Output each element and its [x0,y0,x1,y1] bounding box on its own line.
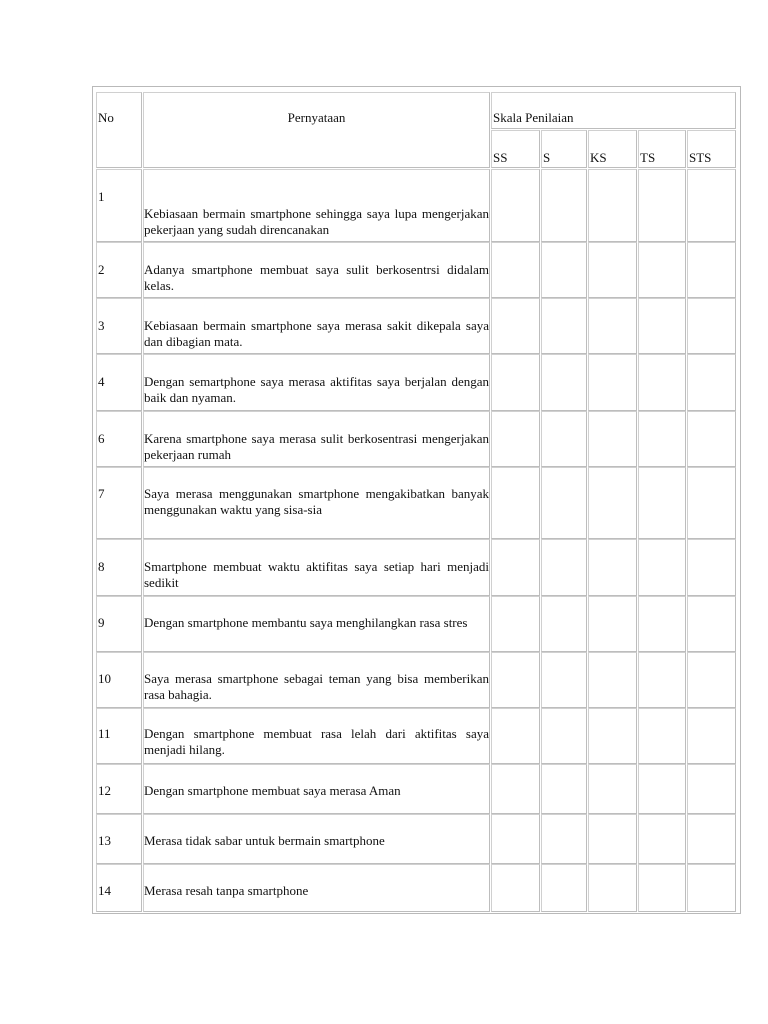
scale-label-ss: SS [493,150,508,165]
row-12-statement-cell [143,764,490,814]
row-1-scale-ks-cell [588,169,637,242]
row-6-no-cell [96,411,142,467]
row-9-statement-cell [143,596,490,652]
row-2-statement-cell [143,242,490,298]
header-scale-sts [687,130,736,168]
row-7-no-cell [96,467,142,539]
row-13-statement-cell [143,814,490,864]
row-7-scale-sts-cell [687,467,736,539]
row-6-scale-ts-cell [638,411,686,467]
row-4-no-cell [96,354,142,411]
row-number: 14 [98,883,111,898]
row-4-scale-s-cell [541,354,587,411]
row-number: 1 [98,189,105,204]
row-4-scale-ks-cell [588,354,637,411]
header-no: No [98,110,114,125]
row-9-scale-ss-cell [491,596,540,652]
row-1-scale-sts-cell [687,169,736,242]
row-4-statement-cell [143,354,490,411]
row-1-statement-cell [143,169,490,242]
header-scale-s [541,130,587,168]
row-11-no-cell [96,708,142,764]
row-4-scale-sts-cell [687,354,736,411]
row-statement: Dengan smartphone membuat saya merasa Aman [144,783,401,798]
row-14-scale-s-cell [541,864,587,912]
row-12-scale-ks-cell [588,764,637,814]
row-9-scale-s-cell [541,596,587,652]
row-3-scale-ks-cell [588,298,637,354]
header-scale-cell [491,92,736,129]
row-number: 10 [98,671,111,686]
row-9-scale-ks-cell [588,596,637,652]
row-9-scale-sts-cell [687,596,736,652]
row-7-scale-s-cell [541,467,587,539]
row-number: 7 [98,486,105,501]
questionnaire-table [92,86,741,914]
row-12-scale-s-cell [541,764,587,814]
row-6-statement-cell [143,411,490,467]
row-10-scale-ks-cell [588,652,637,708]
row-14-scale-sts-cell [687,864,736,912]
row-2-no-cell [96,242,142,298]
row-number: 2 [98,262,105,277]
row-1-scale-s-cell [541,169,587,242]
row-3-scale-ts-cell [638,298,686,354]
row-2-scale-ss-cell [491,242,540,298]
row-13-scale-ks-cell [588,814,637,864]
row-13-scale-ss-cell [491,814,540,864]
row-11-scale-s-cell [541,708,587,764]
header-no-cell [96,92,142,168]
row-3-scale-sts-cell [687,298,736,354]
row-8-statement-cell [143,539,490,596]
row-12-scale-ts-cell [638,764,686,814]
row-statement: Merasa resah tanpa smartphone [144,883,309,898]
row-2-scale-ts-cell [638,242,686,298]
row-7-scale-ss-cell [491,467,540,539]
row-statement: Karena smartphone saya merasa sulit berkosentrasi mengerjakan pekerjaan rumah [144,431,489,462]
row-statement: Saya merasa smartphone sebagai teman yang bisa memberikan rasa bahagia. [144,671,489,702]
row-7-scale-ks-cell [588,467,637,539]
row-14-statement-cell [143,864,490,912]
row-8-scale-ks-cell [588,539,637,596]
row-statement: Dengan semartphone saya merasa aktifitas saya berjalan dengan baik dan nyaman. [144,374,489,405]
row-statement: Adanya smartphone membuat saya sulit berkosentrsi didalam kelas. [144,262,489,293]
row-7-scale-ts-cell [638,467,686,539]
row-number: 4 [98,374,105,389]
row-8-scale-ts-cell [638,539,686,596]
row-statement: Merasa tidak sabar untuk bermain smartphone [144,833,385,848]
row-statement: Dengan smartphone membantu saya menghilangkan rasa stres [144,615,468,630]
row-statement: Kebiasaan bermain smartphone sehingga saya lupa mengerjakan pekerjaan yang sudah direncanakan [144,206,489,237]
header-scale-title: Skala Penilaian [493,110,574,125]
row-6-scale-sts-cell [687,411,736,467]
row-13-scale-sts-cell [687,814,736,864]
row-9-scale-ts-cell [638,596,686,652]
row-10-scale-sts-cell [687,652,736,708]
scale-label-s: S [543,150,551,165]
row-10-scale-s-cell [541,652,587,708]
row-12-scale-sts-cell [687,764,736,814]
row-3-statement-cell [143,298,490,354]
row-14-scale-ts-cell [638,864,686,912]
row-1-scale-ss-cell [491,169,540,242]
scale-label-ts: TS [640,150,656,165]
row-3-no-cell [96,298,142,354]
row-8-scale-s-cell [541,539,587,596]
row-1-no-cell [96,169,142,242]
row-6-scale-s-cell [541,411,587,467]
scale-label-sts: STS [689,150,712,165]
row-14-scale-ks-cell [588,864,637,912]
row-8-scale-ss-cell [491,539,540,596]
row-10-statement-cell [143,652,490,708]
row-number: 3 [98,318,105,333]
row-8-scale-sts-cell [687,539,736,596]
row-10-no-cell [96,652,142,708]
row-12-no-cell [96,764,142,814]
row-11-scale-ks-cell [588,708,637,764]
row-14-no-cell [96,864,142,912]
row-number: 11 [98,726,111,741]
row-number: 6 [98,431,105,446]
row-6-scale-ks-cell [588,411,637,467]
header-statement-cell [143,92,490,168]
row-10-scale-ts-cell [638,652,686,708]
row-14-scale-ss-cell [491,864,540,912]
row-6-scale-ss-cell [491,411,540,467]
scale-label-ks: KS [590,150,607,165]
row-11-scale-sts-cell [687,708,736,764]
row-11-scale-ss-cell [491,708,540,764]
header-scale-ks [588,130,637,168]
row-number: 13 [98,833,111,848]
row-13-scale-s-cell [541,814,587,864]
row-12-scale-ss-cell [491,764,540,814]
row-number: 12 [98,783,111,798]
row-4-scale-ts-cell [638,354,686,411]
row-2-scale-ks-cell [588,242,637,298]
row-7-statement-cell [143,467,490,539]
row-13-scale-ts-cell [638,814,686,864]
row-4-scale-ss-cell [491,354,540,411]
row-number: 8 [98,559,105,574]
row-13-no-cell [96,814,142,864]
header-scale-ss [491,130,540,168]
row-1-scale-ts-cell [638,169,686,242]
row-statement: Dengan smartphone membuat rasa lelah dari aktifitas saya menjadi hilang. [144,726,489,757]
header-scale-ts [638,130,686,168]
row-8-no-cell [96,539,142,596]
row-9-no-cell [96,596,142,652]
row-statement: Kebiasaan bermain smartphone saya merasa sakit dikepala saya dan dibagian mata. [144,318,489,349]
row-11-scale-ts-cell [638,708,686,764]
row-statement: Smartphone membuat waktu aktifitas saya setiap hari menjadi sedikit [144,559,489,590]
row-10-scale-ss-cell [491,652,540,708]
row-3-scale-ss-cell [491,298,540,354]
row-11-statement-cell [143,708,490,764]
row-statement: Saya merasa menggunakan smartphone mengakibatkan banyak menggunakan waktu yang sisa-sia [144,486,489,517]
row-2-scale-sts-cell [687,242,736,298]
row-2-scale-s-cell [541,242,587,298]
row-number: 9 [98,615,105,630]
header-statement: Pernyataan [287,110,346,125]
row-3-scale-s-cell [541,298,587,354]
